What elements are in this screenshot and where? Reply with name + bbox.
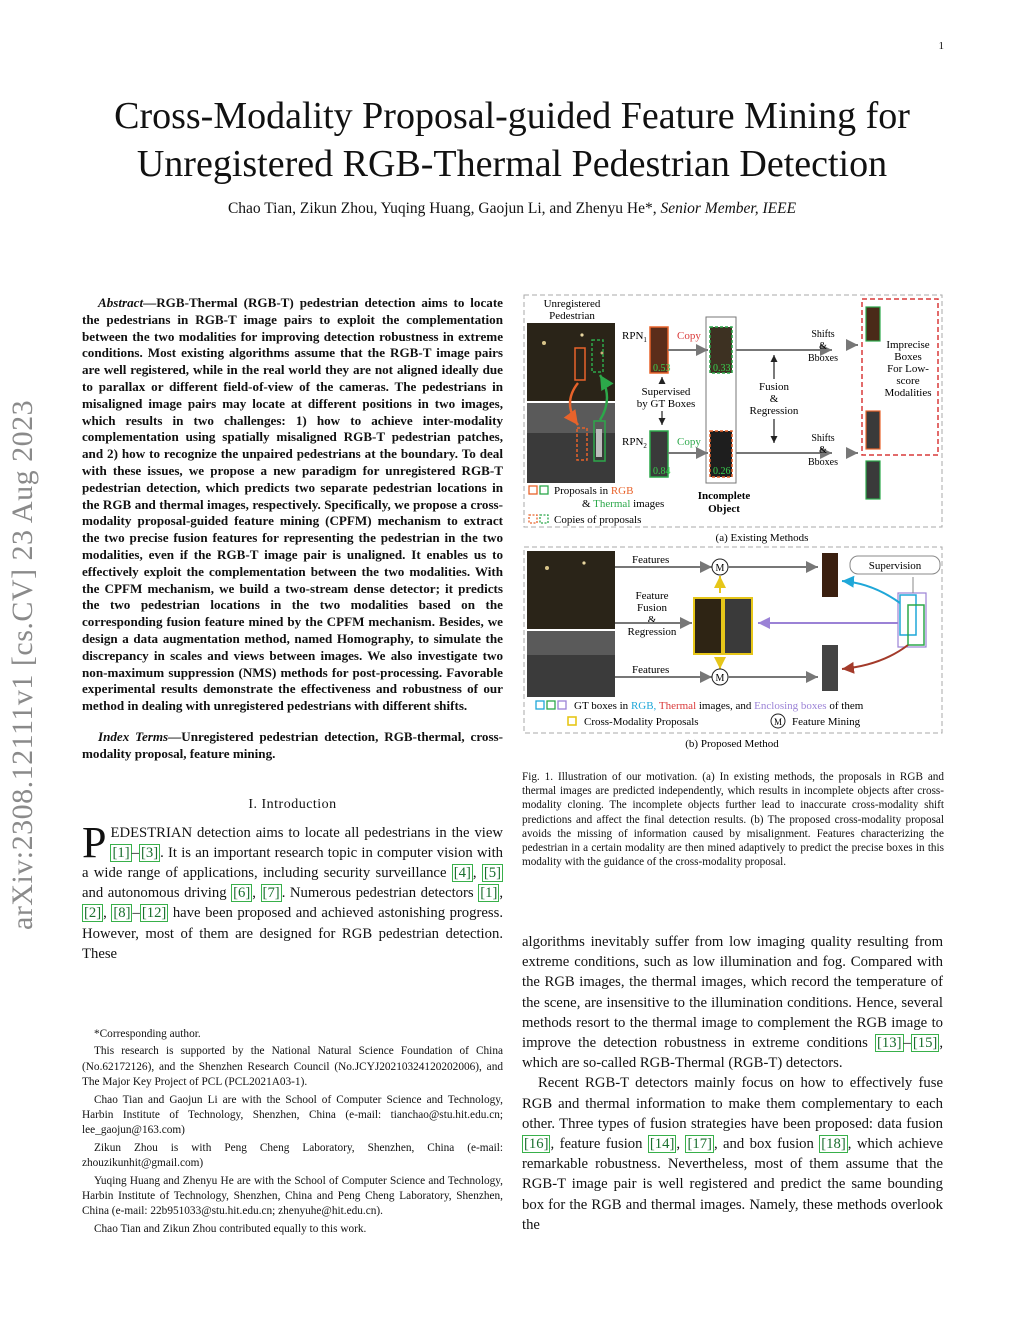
citation-link[interactable]: [3] [140,844,159,861]
cross-modality-proposal-rgb [694,598,722,654]
footnote: *Corresponding author. [94,1028,201,1040]
label-shifts-amp-1: & [819,341,827,352]
label-rpn2: $RPN_2$ [622,436,647,450]
label-ffr-3: & [647,614,657,626]
label-fusion-amp-a: & [769,393,779,405]
title-line-1: Cross-Modality Proposal-guided Feature Mining for [114,95,910,137]
legend-swatch-thermal [540,486,548,494]
label-ffr-2: Fusion [637,602,667,614]
abstract-body: —RGB-Thermal (RGB-T) pedestrian detection aims to locate the pedestrians in RGB-T image pairs to exploit the complementation between the two modalities for improving detection robustness in extreme conditions. Most existing algorithms assume that the RGB-T image pairs are well registered, while in the real world they are not aligned ideally due to parallax or different field-of-view of the cameras. The pedestrians in misaligned image pairs may locate at different positions in two images, which results in two challenges: 1) how to achieve inter-modality complementation using spatially misaligned RGB-T pedestrian patches, and 2) how to recognize the unpaired pedestrians at the boundary. To deal with these issues, we propose a new paradigm for unregistered RGB-T pedestrian detection, which predicts two separate pedestrian locations in the RGB and thermal images, respectively. Specifically, we propose a cross-modality proposal-guided feature mining (CPFM) mechanism to extract the two precise fusion features for representing the pedestrian in the two modalities, even if the RGB-T image pair is unaligned. It enables us to effectively exploit the complementation between the two modalities. With the CPFM mechanism, we build a two-stream dense detector; it predicts the two pedestrian locations in the two modalities based on the corresponding fusion feature mined by the CPFM mechanism. Besides, we design a data augmentation method, named Homography, to simulate the discrepancy in scales and views between images. We also investigate two non-maximum suppression (NMS) methods for post-processing. Favorable experimental results demonstrate the effectiveness and robustness of our method in dealing with unregistered pedestrians with different shifts. [82,295,503,714]
intro-text: – [132,905,140,922]
figure-caption: Fig. 1. Illustration of our motivation. (a) In existing methods, the proposals in RGB and thermal images are predicted independently, which results in incomplete objects after cross-modality cloning. The incomplete objects further lead to inaccurate cross-modality shift predictions and affect the final detection results. (b) The proposed cross-modality proposal avoids the missing of information caused by misalignment. Features characterizing the pedestrian in a certain modality are then mined adaptively to predict the precise boxes in this modality with the guidance of the cross-modality proposal. [522,771,944,869]
figure-1 [522,293,944,755]
footnotes [82,1027,503,1239]
label-regression-a: Regression [749,405,799,417]
paragraph-text: algorithms inevitably suffer from low imaging quality resulting from extreme conditions, such as low illumination and fog. Compared with the RGB images, the thermal images, which record the temperature of the scene, are insensitive to the illumination conditions. Hence, several methods resort to the thermal image to complement the RGB image to improve the detection robustness in extreme conditions [522,934,943,1052]
label-ffr-4: Regression [627,626,677,638]
output-rgb-crop [866,307,880,341]
legend-swatch-rgb [529,486,537,494]
legend-m-label: M [773,717,783,727]
citation-link[interactable]: [16] [524,1136,549,1153]
citation-link[interactable]: [18] [821,1136,846,1153]
caption-a: (a) Existing Methods [715,532,809,544]
label-ffr-1: Feature [635,590,669,602]
label-supervision: Supervision [868,560,922,572]
label-features-bottom: Features [632,664,670,676]
label-fusion-a: Fusion [759,381,789,393]
m-label-top: M [715,563,725,574]
authors-suffix: Senior Member, IEEE [660,200,797,217]
paragraph-text: , [676,1136,686,1153]
score-1: 0.53 [653,363,671,374]
legend-a-thermal: & Thermal images [582,498,665,510]
label-copy-1: Copy [677,330,701,342]
paragraph-2 [522,1073,943,1235]
label-imprecise-3: For Low- [887,363,929,375]
label-imprecise-2: Boxes [894,351,922,363]
citation-link[interactable]: [15] [912,1035,938,1052]
citation-link[interactable]: [17] [687,1136,712,1153]
intro-text: , [472,864,482,881]
title-line-2: Unregistered RGB-Thermal Pedestrian Detection [136,143,888,185]
caption-b: (b) Proposed Method [685,738,779,750]
label-object: Object [708,503,740,515]
score-2: 0.33 [713,363,731,374]
label-shifts-1: Shifts [811,329,835,340]
paragraph-text: , which achieve remarkable robustness. Nevertheless, most of them assume that the RGB-T image pair is well registered and predict the same bounding box for the RGB and thermal images. Namely, these methods overlook the [522,1136,943,1233]
label-imprecise-5: Modalities [884,387,932,399]
label-unregistered: Unregistered [543,298,601,310]
label-rpn1: $RPN_1$ [622,330,647,344]
label-pedestrian: Pedestrian [549,310,595,322]
intro-text: , [499,885,504,902]
paragraph-1 [522,932,943,1073]
rgb-image-a [527,323,615,401]
intro-text: have been proposed and achieved astonishing progress. However, most of them are designed for RGB pedestrian detection. These [82,905,504,962]
legend-swatch-copy-rgb [529,515,537,523]
citation-link[interactable]: [1] [112,844,130,861]
label-features-top: Features [632,554,670,566]
label-imprecise-4: score [896,375,920,387]
rgb-image-b [527,551,615,629]
citation-link[interactable]: [7] [262,885,280,902]
intro-text: , [252,885,261,902]
score-4: 0.26 [713,466,731,477]
section-heading-introduction: I. Introduction [248,796,337,812]
label-shifts-amp-2: & [819,445,827,456]
intro-text: and autonomous driving [82,885,232,902]
paragraph-text: , and box fusion [713,1136,820,1153]
legend-b-gt: GT boxes in RGB, Thermal images, and Enclosing boxes of them [574,700,864,712]
paragraph-text: , which are so-called RGB-Thermal (RGB-T) detectors. [522,1035,943,1072]
cross-modality-proposal-thermal [724,598,752,654]
citation-link[interactable]: [1] [480,885,498,902]
legend-swatch-gt-thermal [547,701,555,709]
paragraph-text: , feature fusion [550,1136,648,1153]
index-terms-body: —Unregistered pedestrian detection, RGB-thermal, cross-modality proposal, feature mining. [82,728,503,761]
left-column [82,295,503,964]
authors-names: Chao Tian, Zikun Zhou, Yuqing Huang, Gaojun Li, and Zhenyu He*, [227,200,657,217]
index-terms-lead: Index Terms [98,728,169,744]
label-copy-2: Copy [677,436,701,448]
legend-b-proposals: Cross-Modality Proposals [584,716,699,728]
citation-link[interactable]: [8] [113,905,131,922]
footnote: Zikun Zhou is with Peng Cheng Laboratory, Shenzhen, China (e-mail: zhouzikunhit@gmail.com) [82,1141,503,1170]
legend-a-proposals: Proposals in RGB [554,485,634,497]
legend-swatch-gt-rgb [536,701,544,709]
footnote: This research is supported by the National Natural Science Foundation of China (No.62172126), and the Shenzhen Research Council (No.JCYJ20210324120202006), and The Major Key Project of PCL (PCL2021A03-1). [82,1045,503,1089]
citation-link[interactable]: [12] [141,905,167,922]
output-rgb-b [822,553,838,597]
right-column [522,932,943,1235]
citation-link[interactable]: [13] [877,1035,902,1052]
citation-link[interactable]: [14] [649,1136,675,1153]
legend-swatch-enclosing [558,701,566,709]
citation-link[interactable]: [5] [483,864,502,881]
label-imprecise-1: Imprecise [886,339,930,351]
intro-text: EDESTRIAN detection aims to locate all pedestrians in the view [110,824,503,841]
legend-swatch-copy-thermal [540,515,548,523]
gt-enclosing-box [898,593,926,647]
footnote: Chao Tian and Zikun Zhou contributed equally to this work. [94,1222,367,1235]
paper-title [60,92,964,188]
intro-text: . It is an important research topic in computer vision with a wide range of applications, including security surveillance [82,844,503,881]
label-bboxes-1: Bboxes [808,353,838,364]
footnote: Chao Tian and Gaojun Li are with the School of Computer Science and Technology, Harbin Institute of Technology, Shenzhen, China (e-mail: tianchao@stu.hit.edu.cn; lee_gaojun@163.com) [82,1093,503,1137]
intro-paragraph [82,817,504,964]
intro-text: , [103,905,112,922]
legend-swatch-proposal [568,717,576,725]
author-list [60,200,964,218]
citation-link[interactable]: [6] [233,885,251,902]
citation-link[interactable]: [4] [453,864,471,881]
label-shifts-2: Shifts [811,433,835,444]
abstract-lead: Abstract [98,295,144,310]
intro-text: . Numerous pedestrian detectors [281,885,479,902]
drop-cap: P [82,817,107,867]
index-terms [82,729,503,763]
paragraph-text: Recent RGB-T detectors mainly focus on how to effectively fuse RGB and thermal information to make them complementary to each other. Three types of fusion strategies have been proposed: data fusion [522,1075,943,1132]
output-thermal-crop-2 [866,461,880,499]
legend-a-copies: Copies of proposals [554,514,642,526]
label-incomplete: Incomplete [697,490,751,502]
citation-link[interactable]: [2] [84,905,102,922]
label-supervised-2: by GT Boxes [636,398,696,410]
arxiv-watermark: arXiv:2308.12111v1 [cs.CV] 23 Aug 2023 [6,399,39,930]
page-number: 1 [938,40,944,52]
label-supervised-1: Supervised [641,386,691,398]
paragraph-text: – [903,1035,911,1052]
abstract [82,295,503,715]
score-3: 0.84 [653,466,671,477]
footnote: Yuqing Huang and Zhenyu He are with the School of Computer Science and Technology, Harbin Institute of Technology, Shenzhen, China and Peng Cheng Laboratory, Shenzhen, China (e-mail: 22b951033@stu.hit.edu.cn; zhenyuhe@hit.edu.cn). [82,1174,503,1218]
m-label-bottom: M [715,673,725,684]
legend-b-mining: Feature Mining [792,716,861,728]
output-thermal-crop-1 [866,411,880,449]
output-thermal-b [822,645,838,691]
label-bboxes-2: Bboxes [808,457,838,468]
intro-text: – [131,844,139,861]
